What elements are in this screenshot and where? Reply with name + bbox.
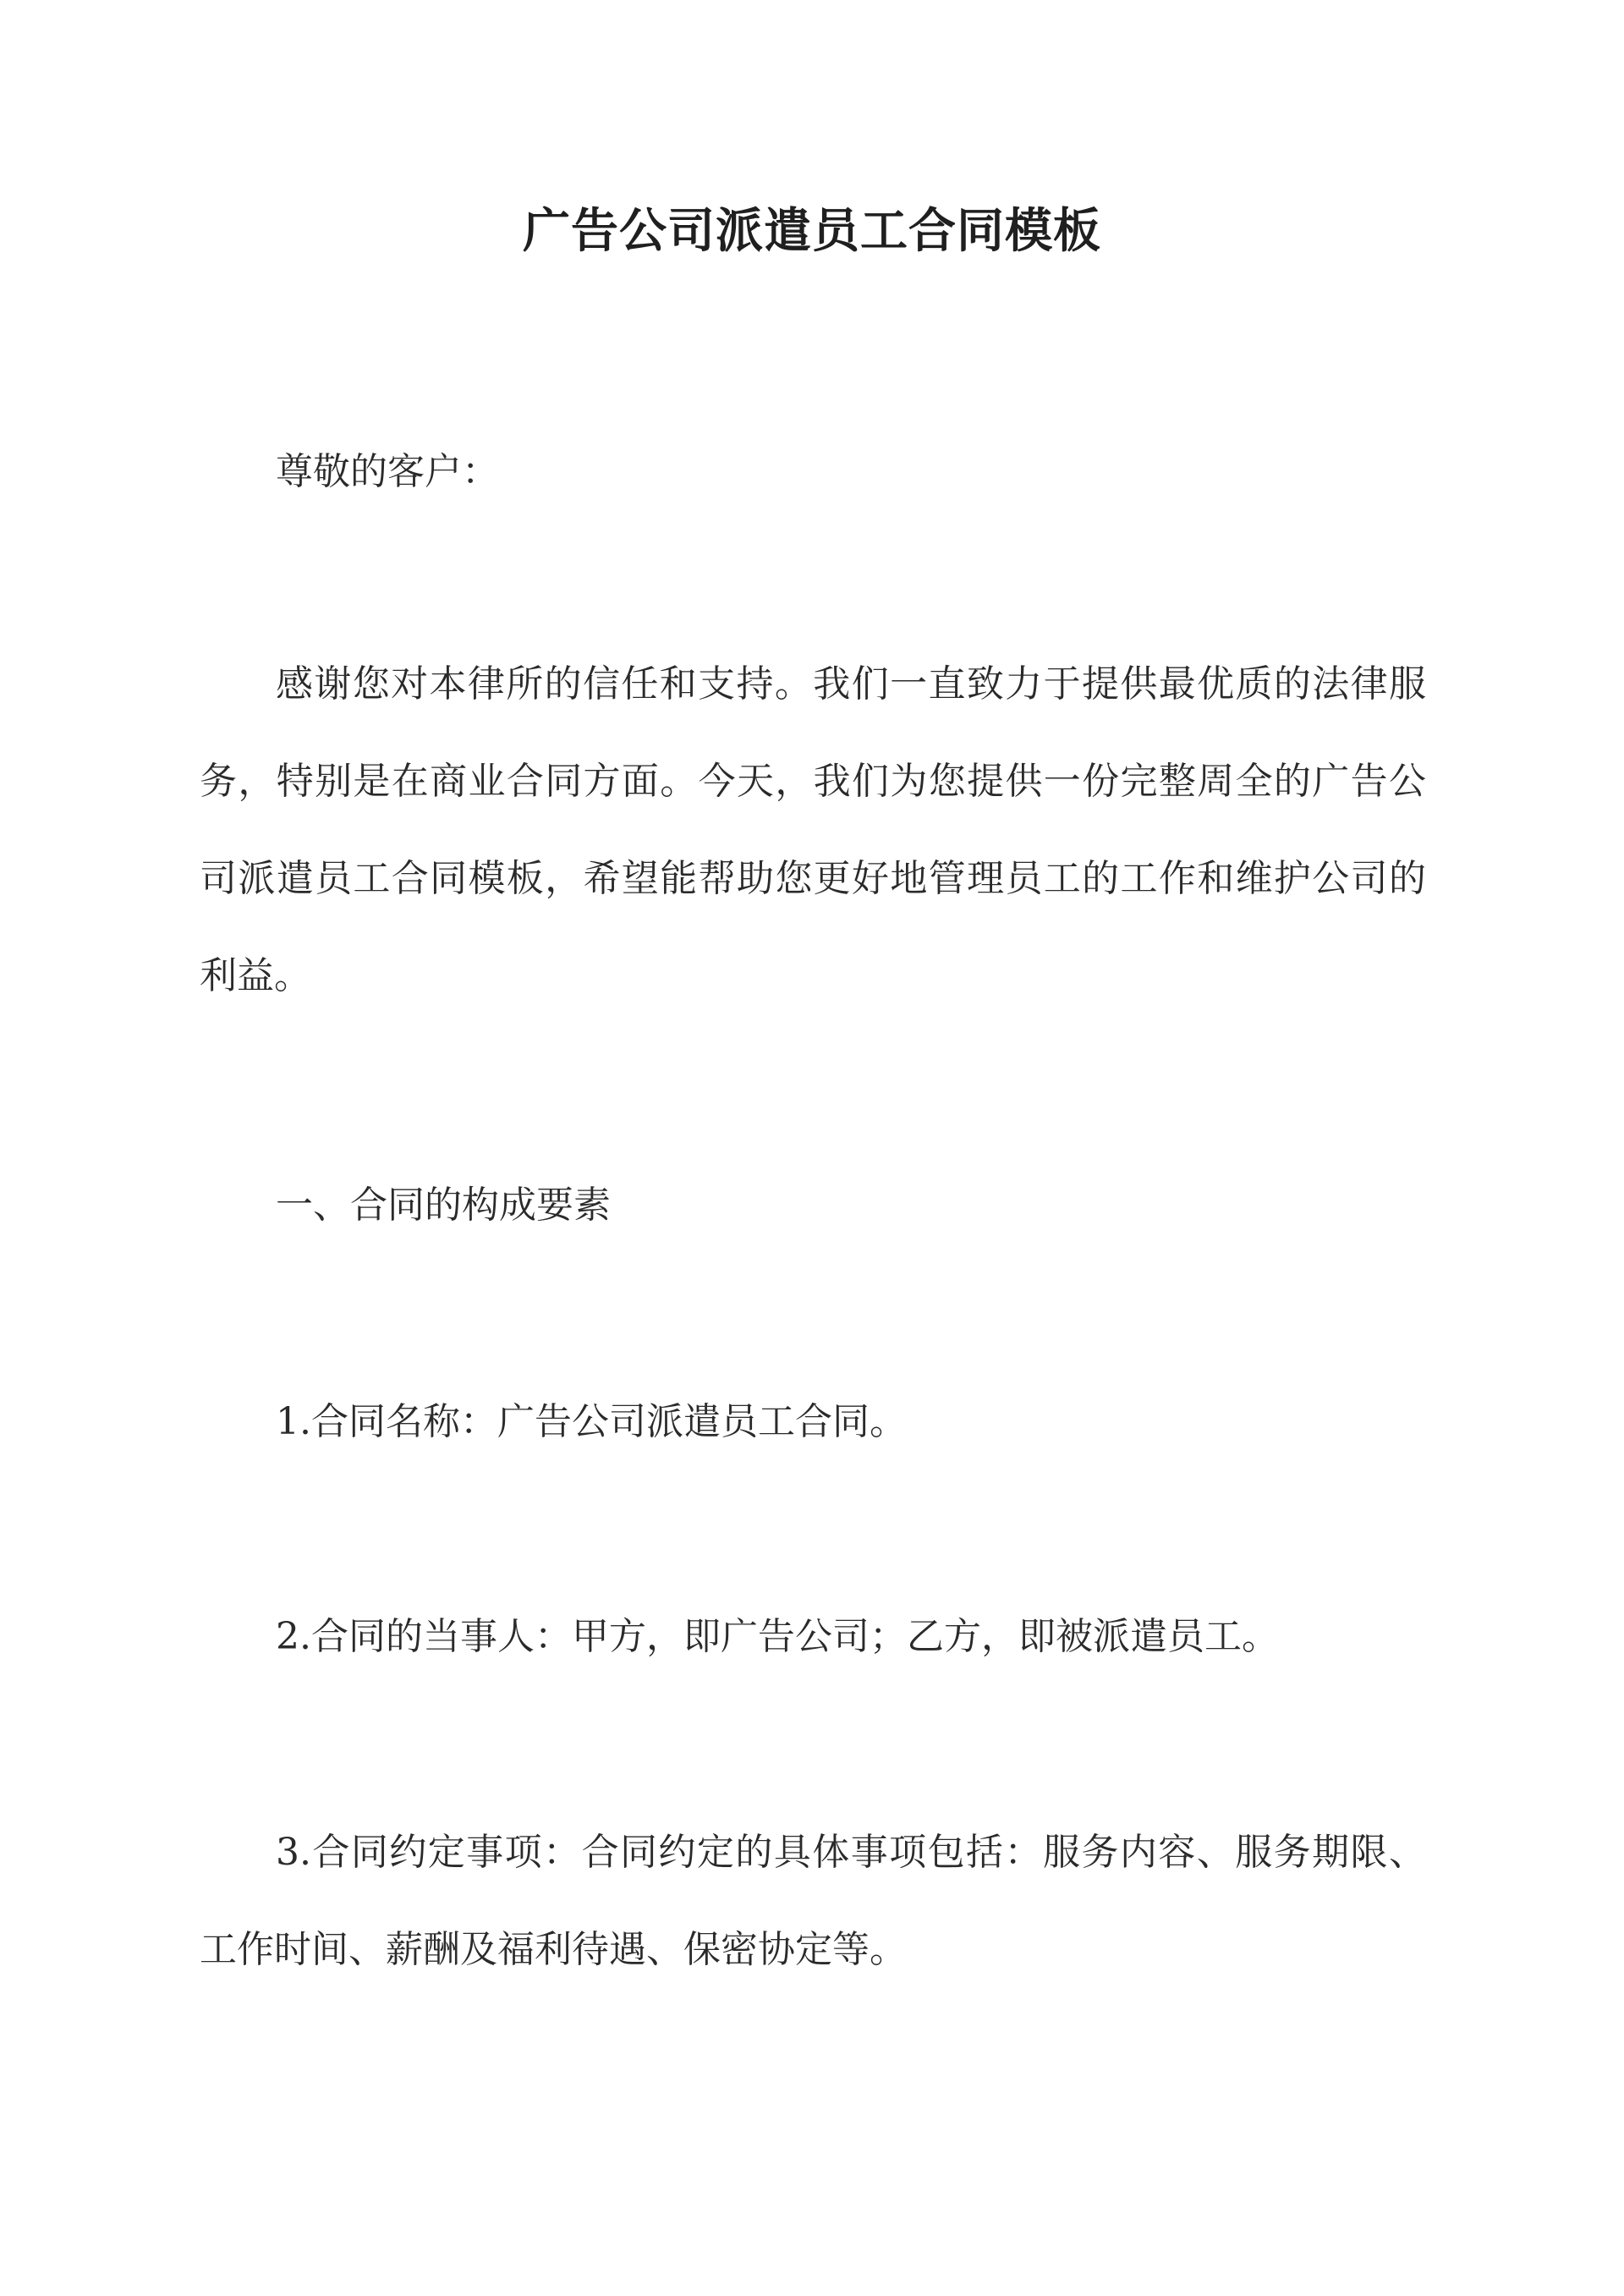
document-title: 广告公司派遣员工合同模板 bbox=[523, 203, 1101, 259]
greeting-paragraph: 尊敬的客户： bbox=[276, 450, 499, 493]
list-item: 2.合同的当事人：甲方，即广告公司；乙方，即被派遣员工。 bbox=[276, 1615, 1279, 1658]
list-item: 3.合同约定事项：合同约定的具体事项包括：服务内容、服务期限、工作时间、薪酬及福利待遇、保密协定等。 bbox=[200, 1831, 1426, 1971]
section-heading: 一、合同的构成要素 bbox=[276, 1184, 611, 1227]
list-item: 1.合同名称：广告公司派遣员工合同。 bbox=[276, 1400, 907, 1443]
intro-paragraph: 感谢您对本律所的信任和支持。我们一直致力于提供最优质的法律服务，特别是在商业合同方面。今天，我们为您提供一份完整周全的广告公司派遣员工合同模板，希望能帮助您更好地管理员工的工作和维护公司的利益。 bbox=[200, 662, 1426, 997]
